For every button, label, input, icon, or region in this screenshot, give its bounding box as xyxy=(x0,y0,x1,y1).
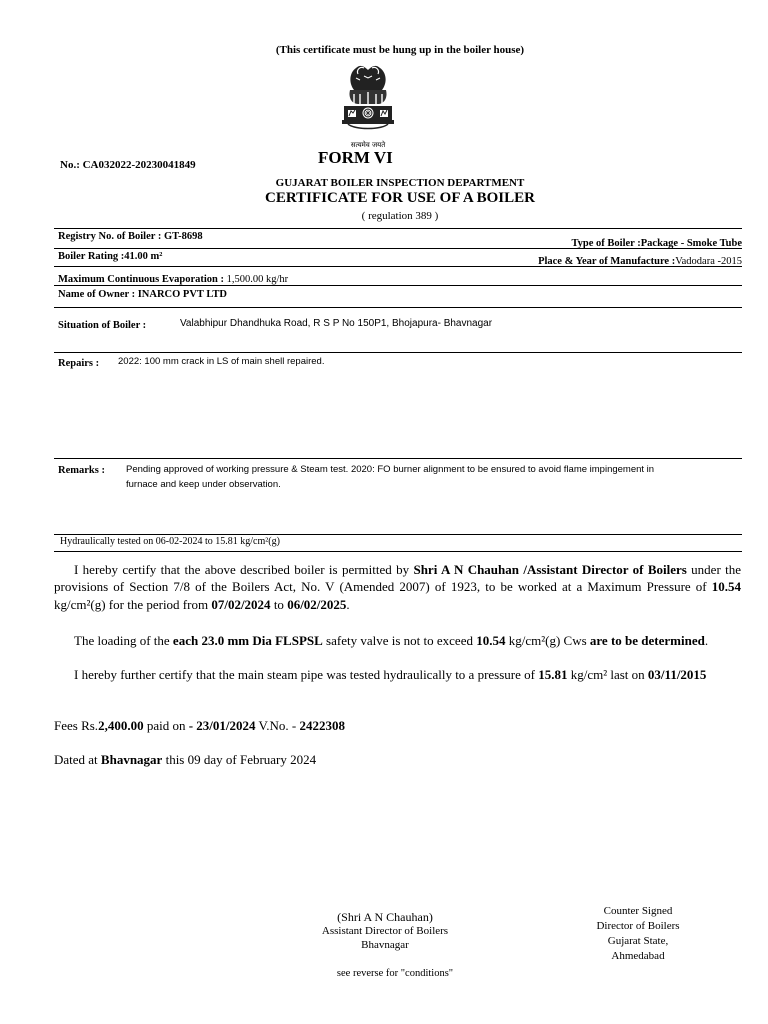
period-start: 07/02/2024 xyxy=(211,596,271,612)
certification-paragraph xyxy=(54,561,741,613)
divider xyxy=(54,352,742,353)
dated-line xyxy=(54,752,316,768)
counter-line: Director of Boilers xyxy=(596,920,680,932)
text: . xyxy=(346,596,350,612)
reverse-note: see reverse for "conditions" xyxy=(336,968,454,979)
divider xyxy=(54,458,742,459)
remarks-label: Remarks : xyxy=(58,465,105,476)
counter-signed-block xyxy=(566,904,710,964)
pipe-test-pressure: 15.81 xyxy=(538,667,568,682)
divider xyxy=(54,248,742,249)
dated-place: Bhavnagar xyxy=(100,752,163,767)
signatory-designation: Assistant Director of Boilers xyxy=(321,925,449,937)
text: to xyxy=(270,596,288,612)
text: safety valve is not to exceed xyxy=(322,633,477,648)
cws-status: are to be determined xyxy=(589,633,705,648)
steam-pipe-paragraph xyxy=(54,666,741,683)
text: I hereby further certify that the main steam pipe was tested hydraulically to a pressure of xyxy=(74,667,539,682)
text: V.No. - xyxy=(255,718,300,733)
valve-pressure: 10.54 xyxy=(476,633,506,648)
signatory-block xyxy=(300,910,470,952)
counter-line: Gujarat State, xyxy=(607,935,669,947)
text: kg/cm² last on xyxy=(567,667,648,682)
text: Fees Rs. xyxy=(54,718,99,733)
divider xyxy=(54,307,742,308)
department-name: GUJARAT BOILER INSPECTION DEPARTMENT xyxy=(275,177,525,189)
text: I hereby certify that the above described boiler is permitted by xyxy=(74,562,414,577)
text: paid on xyxy=(143,718,189,733)
divider xyxy=(54,551,742,552)
repairs-value: 2022: 100 mm crack in LS of main shell repaired. xyxy=(118,356,325,367)
mce-value: 1,500.00 kg/hr xyxy=(223,274,289,285)
certificate-title: CERTIFICATE FOR USE OF A BOILER xyxy=(265,190,535,206)
safety-valve-paragraph xyxy=(54,632,741,649)
divider xyxy=(54,266,742,267)
text: this 09 day of February 2024 xyxy=(162,752,317,767)
text: . xyxy=(704,633,709,648)
remarks-value: Pending approved of working pressure & Steam test. 2020: FO burner alignment to be ensured to avoid flame impingement in furnace and keep under observation. xyxy=(126,464,655,490)
signatory-name: (Shri A N Chauhan) xyxy=(337,910,433,924)
authority-name: Shri A N Chauhan /Assistant Director of Boilers xyxy=(413,562,687,577)
fees-amount: 2,400.00 xyxy=(98,718,144,733)
place-label: Place & Year of Manufacture : xyxy=(538,256,676,267)
max-pressure: 10.54 xyxy=(711,579,741,595)
valve-spec: each 23.0 mm Dia FLSPSL xyxy=(172,633,323,648)
divider xyxy=(54,285,742,286)
place-value: Vadodara -2015 xyxy=(675,256,742,267)
situation-value: Valabhipur Dhandhuka Road, R S P No 150P1, Bhojapura- Bhavnagar xyxy=(180,318,493,329)
text: The loading of the xyxy=(74,633,173,648)
national-emblem-icon xyxy=(334,60,402,148)
mce-label: Maximum Continuous Evaporation : xyxy=(58,274,224,285)
period-end: 06/02/2025 xyxy=(287,596,347,612)
boiler-type-label: Type of Boiler : xyxy=(571,238,641,249)
registry-number: Registry No. of Boiler : GT-8698 xyxy=(58,231,203,242)
emblem-motto: सत्यमेव जयते xyxy=(350,141,386,149)
text: kg/cm²(g) Cws xyxy=(505,633,590,648)
pipe-test-date: 03/11/2015 xyxy=(647,667,707,682)
counter-line: Counter Signed xyxy=(603,905,673,917)
repairs-label: Repairs : xyxy=(58,358,100,369)
text: Dated at xyxy=(54,752,101,767)
paid-date: - 23/01/2024 xyxy=(188,718,256,733)
voucher-number: 2422308 xyxy=(299,718,345,733)
counter-line: Ahmedabad xyxy=(611,950,665,962)
divider xyxy=(54,228,742,229)
fees-line xyxy=(54,718,345,734)
hydraulic-test: Hydraulically tested on 06-02-2024 to 15.81 kg/cm²(g) xyxy=(60,536,280,547)
boiler-rating: Boiler Rating :41.00 m² xyxy=(58,251,163,262)
text: under the provisions of Section 7/8 of the Boilers Act, No. V (Amended 2007) of 1923, to be worked at a Maximum Pressure of xyxy=(54,562,742,595)
certificate-number: No.: CA032022-20230041849 xyxy=(60,159,196,171)
owner-name: Name of Owner : INARCO PVT LTD xyxy=(58,289,227,300)
divider xyxy=(54,534,742,535)
signatory-place: Bhavnagar xyxy=(361,939,409,951)
text: kg/cm²(g) for the period from xyxy=(54,596,212,612)
situation-label: Situation of Boiler : xyxy=(58,320,147,331)
regulation-ref: ( regulation 389 ) xyxy=(361,210,439,222)
form-title: FORM VI xyxy=(318,148,393,167)
boiler-type-value: Package - Smoke Tube xyxy=(640,238,742,249)
hang-notice: (This certificate must be hung up in the boiler house) xyxy=(275,44,525,56)
